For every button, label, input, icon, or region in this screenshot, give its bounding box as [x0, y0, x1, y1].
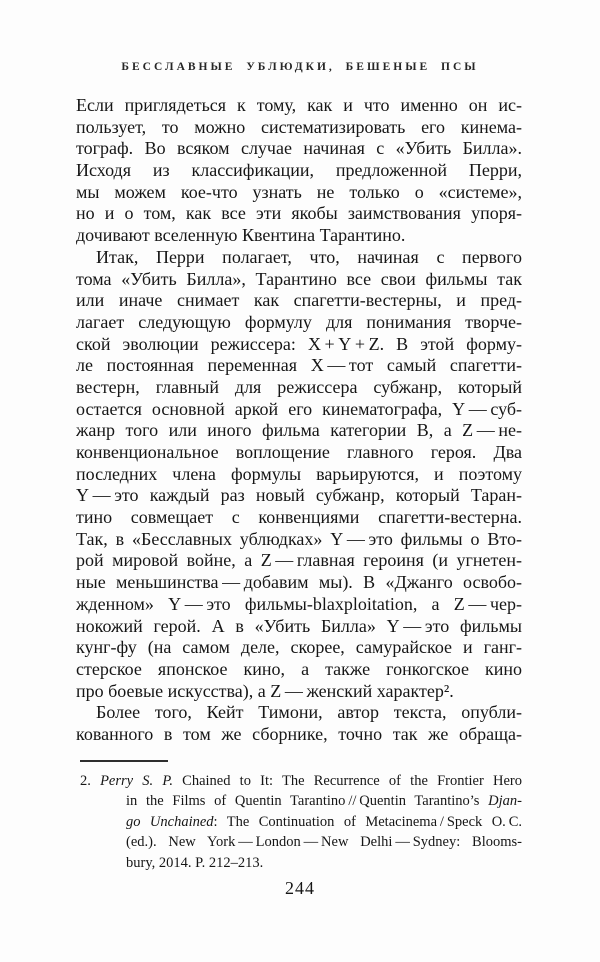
- text-line: остается основной аркой его кинематографа, Y — суб-: [76, 398, 522, 419]
- text-line: кунг-фу (на самом деле, скорее, самурайское и ганг-: [76, 637, 522, 658]
- text-line: тино совмещает с конвенциями спагетти-вестерна.: [76, 507, 522, 528]
- footnote-line: go Unchained: The Continuation of Metacinema / Speck O. C.: [126, 813, 522, 830]
- text-line: последних члена формулы варьируются, и поэтому: [76, 463, 522, 484]
- running-header: БЕССЛАВНЫЕ УБЛЮДКИ, БЕШЕНЫЕ ПСЫ: [121, 61, 479, 73]
- text-line: Более того, Кейт Тимони, автор текста, опубли-: [96, 702, 522, 723]
- text-line: рой мировой войне, а Z — главная героиня (и угнетен-: [76, 550, 522, 571]
- text-line: Y — это каждый раз новый субжанр, который Таран-: [76, 485, 522, 506]
- footnote-line: 2. Perry S. P. Chained to It: The Recurrence of the Frontier Hero: [80, 773, 522, 789]
- text-line: Исходя из классификации, предложенной Перри,: [76, 160, 522, 181]
- text-line: мы можем кое-что узнать не только о «системе»,: [76, 181, 522, 202]
- text-line: кованного в том же сборнике, точно так же обраща-: [76, 723, 522, 744]
- text-line: Так, в «Бесславных ублюдках» Y — это фильмы о Вто-: [76, 528, 522, 549]
- footnote-line: bury, 2014. P. 212–213.: [126, 854, 264, 871]
- text-line: ской эволюции режиссера: X + Y + Z. В этой форму-: [76, 333, 522, 354]
- text-line: но и о том, как все эти якобы заимствования упоря-: [76, 203, 522, 224]
- text-line: тограф. Во всяком случае начиная с «Убить Билла».: [76, 138, 522, 159]
- footnote: [80, 771, 522, 873]
- footnote-line: (ed.). New York — London — New Delhi — Sydney: Blooms-: [126, 834, 522, 851]
- text-line: Итак, Перри полагает, что, начиная с первого: [96, 246, 522, 267]
- text-line: Если приглядеться к тому, как и что именно он ис-: [76, 95, 522, 115]
- text-line: вестерн, главный для режиссера субжанр, который: [76, 376, 522, 397]
- text-line: конвенциональное воплощение главного героя. Два: [76, 442, 522, 462]
- text-line: ле постоянная переменная X — тот самый спагетти-: [76, 355, 522, 376]
- text-line: ные меньшинства — добавим мы). В «Джанго освобо-: [76, 572, 522, 593]
- text-line: нокожий герой. А в «Убить Билла» Y — это фильмы: [76, 615, 522, 636]
- text-line: жденном» Y — это фильмы-blaxploitation, а Z — чер-: [76, 593, 522, 614]
- page-body-text: [76, 95, 522, 746]
- footnote-divider: [80, 760, 168, 762]
- text-line: про боевые искусства), а Z — женский характер².: [76, 680, 454, 701]
- page-number: 244: [285, 878, 315, 898]
- text-line: пользует, то можно систематизировать его кинема-: [76, 116, 522, 137]
- footnote-line: in the Films of Quentin Tarantino // Quentin Tarantino’s Djan-: [126, 793, 522, 810]
- text-line: лагает следующую формулу для понимания творче-: [76, 311, 522, 332]
- text-line: или иначе снимает как спагетти-вестерны, и пред-: [76, 290, 522, 311]
- text-line: тома «Убить Билла», Тарантино все свои фильмы так: [76, 268, 522, 289]
- text-line: стерское японское кино, а также гонкогское кино: [76, 658, 522, 679]
- text-line: жанр того или иного фильма категории B, а Z — не-: [76, 420, 522, 441]
- text-line: дочивают вселенную Квентина Тарантино.: [76, 225, 406, 246]
